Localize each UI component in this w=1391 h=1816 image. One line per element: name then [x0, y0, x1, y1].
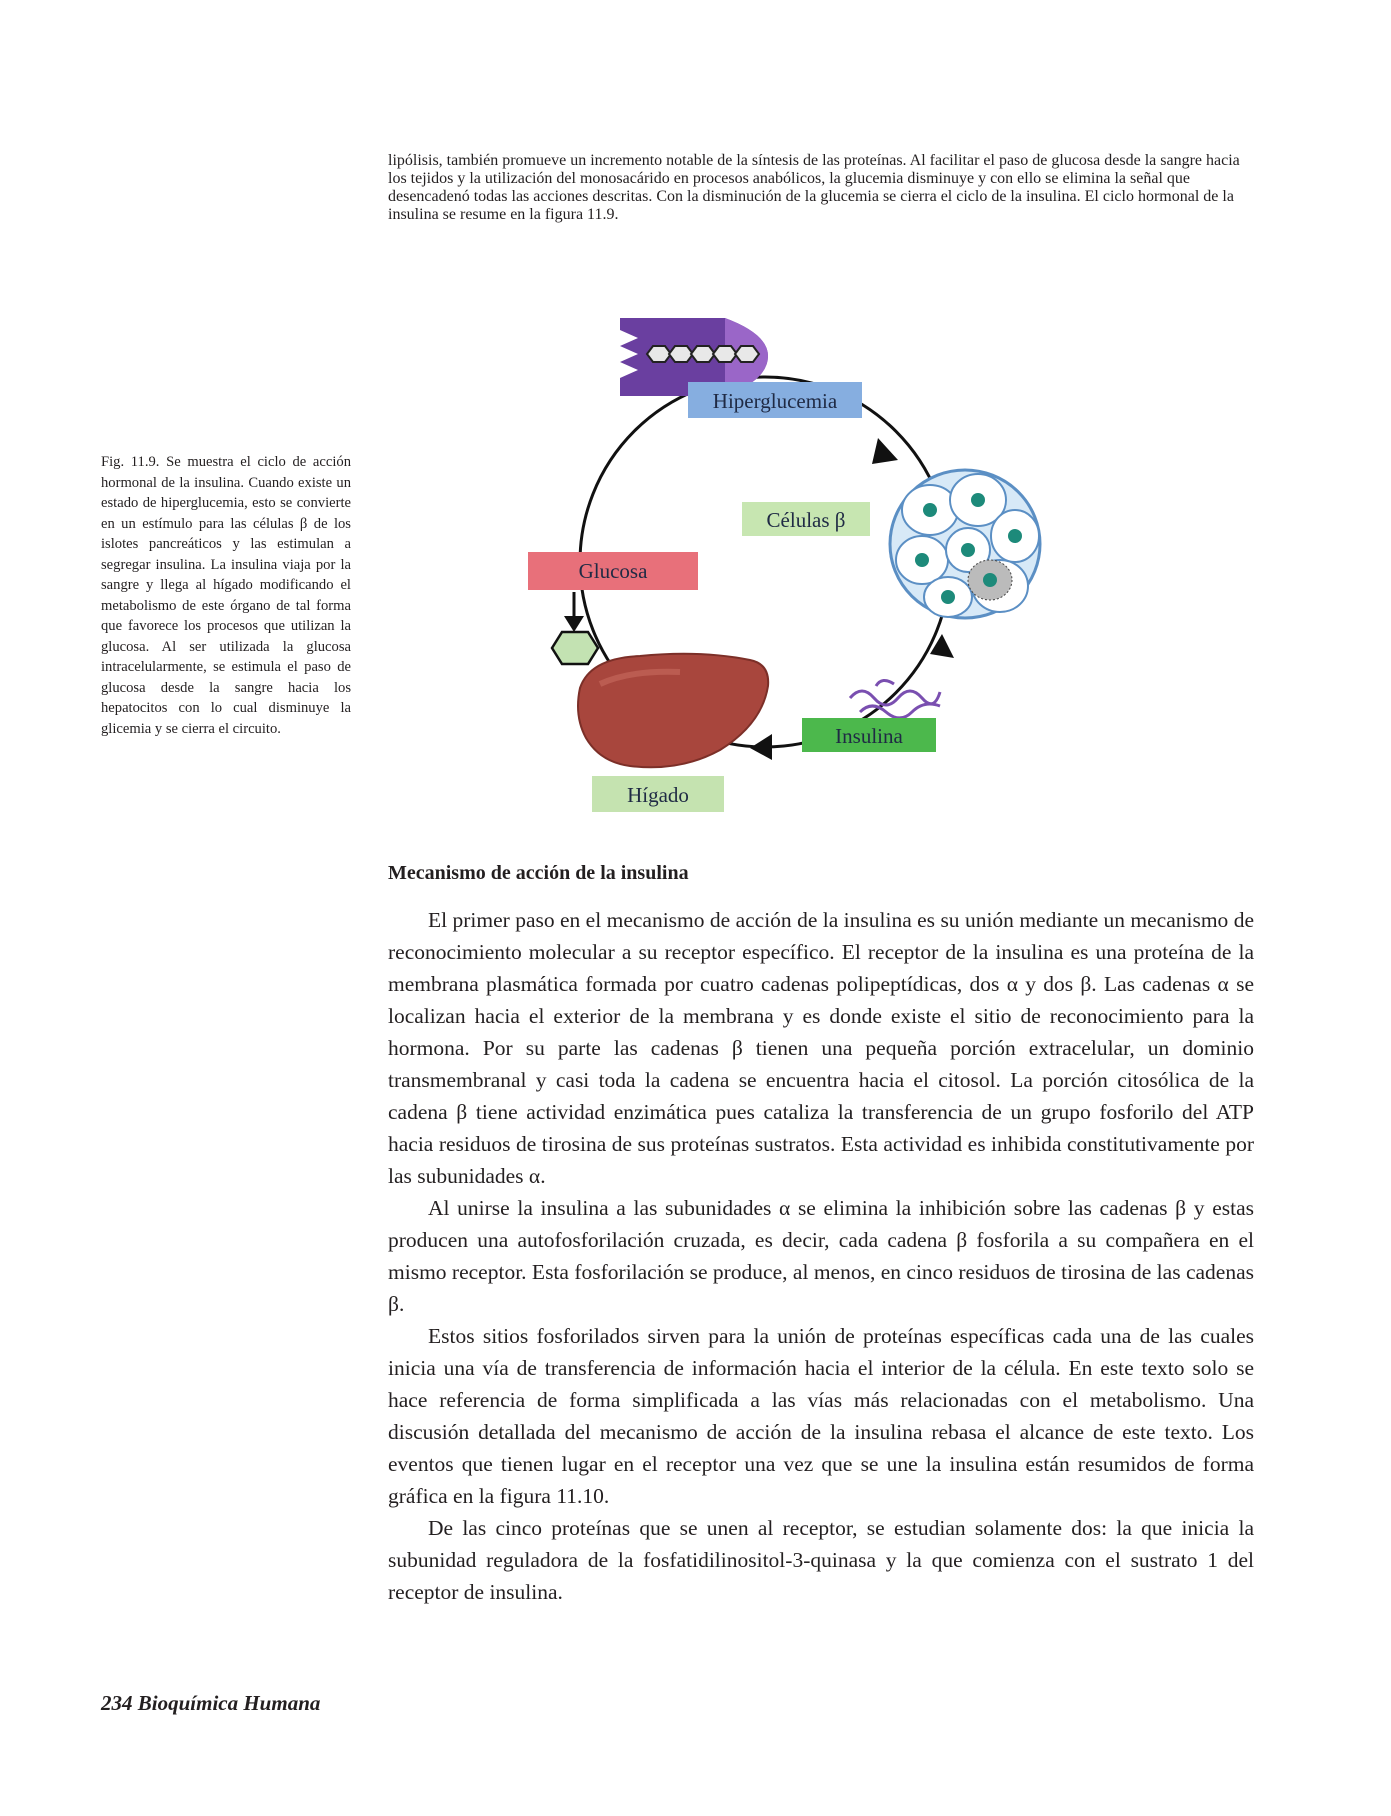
figure-caption: Fig. 11.9. Se muestra el ciclo de acción hormonal de la insulina. Cuando existe un estado de hiperglucemia, esto se convierte en un estímulo para las células β de los islotes pancreáticos y las estimulan a segregar insulina. La insulina viaja por la sangre y llega al hígado modificando el metabolismo de este órgano de tal forma que favorece los procesos que utilizan la glucosa. Al ser utilizada la glucosa intracelularmente, se estimula el paso de glucosa desde la sangre hacia los hepatocitos con lo cual disminuye la glicemia y se cierra el circuito.	[101, 454, 351, 737]
body-paragraph-2: Al unirse la insulina a las subunidades α se elimina la inhibición sobre las cadenas β y estas producen una autofosforilación cruzada, es decir, cada cadena β fosforila a su compañera en el mismo receptor. Esta fosforilación se produce, al menos, en cinco residuos de tirosina de las cadenas β.	[388, 1196, 1254, 1316]
liver-label: Hígado	[627, 783, 689, 807]
beta-cells-label: Células β	[766, 508, 846, 532]
pancreatic-islet-icon	[890, 470, 1040, 618]
page-footer: 234 Bioquímica Humana	[101, 1691, 321, 1715]
intro-paragraph-text: lipólisis, también promueve un incremento notable de la síntesis de las proteínas. Al facilitar el paso de glucosa desde la sangre hacia los tejidos y la utilización del monosacárido en procesos anabólicos, la glucemia disminuye y con ello se elimina la señal que desencadenó todas las acciones descritas. Con la disminución de la glucemia se cierra el ciclo de la insulina. El ciclo hormonal de la insulina se resume en la figura 11.9.	[388, 152, 1240, 223]
body-paragraph-1: El primer paso en el mecanismo de acción de la insulina es su unión mediante un mecanismo de reconocimiento molecular a su receptor específico. El receptor de la insulina es una proteína de la membrana plasmática formada por cuatro cadenas polipeptídicas, dos α y dos β. Las cadenas α se localizan hacia el exterior de la membrana y es donde existe el sitio de reconocimiento para la hormona. Por su parte las cadenas β tienen una pequeña porción extracelular, un dominio transmembranal y casi toda la cadena se encuentra hacia el citosol. La porción citosólica de la cadena β tiene actividad enzimática pues cataliza la transferencia de un grupo fosforilo del ATP hacia residuos de tirosina de sus proteínas sustratos. Esta actividad es inhibida constitutivamente por las subunidades α.	[388, 908, 1254, 1188]
insulin-molecule-icon	[850, 680, 940, 718]
body-paragraph-3: Estos sitios fosforilados sirven para la unión de proteínas específicas cada una de las cuales inicia una vía de transferencia de información hacia el interior de la célula. En este texto solo se hace referencia de forma simplificada a las vías más relacionadas con el metabolismo. Una discusión detallada del mecanismo de acción de la insulina rebasa el alcance de este texto. Los eventos que tienen lugar en el receptor una vez que se une la insulina están resumidos de forma gráfica en la figura 11.10.	[388, 1324, 1254, 1508]
glucose-molecule-icon	[552, 632, 598, 664]
section-heading: Mecanismo de acción de la insulina	[388, 862, 689, 884]
insulin-cycle-figure	[510, 314, 1050, 826]
glucose-label: Glucosa	[578, 559, 648, 583]
insulin-label: Insulina	[835, 724, 903, 748]
arrow-hyper-to-beta	[872, 438, 898, 464]
arrow-glucose-head	[564, 616, 584, 632]
body-paragraph-4: De las cinco proteínas que se unen al receptor, se estudian solamente dos: la que inicia la subunidad reguladora de la fosfatidilinositol-3-quinasa y la que comienza con el sustrato 1 del receptor de insulina.	[388, 1516, 1254, 1604]
body-text	[388, 904, 1254, 1608]
hyperglycemia-label: Hiperglucemia	[712, 389, 838, 413]
arrow-insulin-to-liver	[750, 734, 772, 760]
